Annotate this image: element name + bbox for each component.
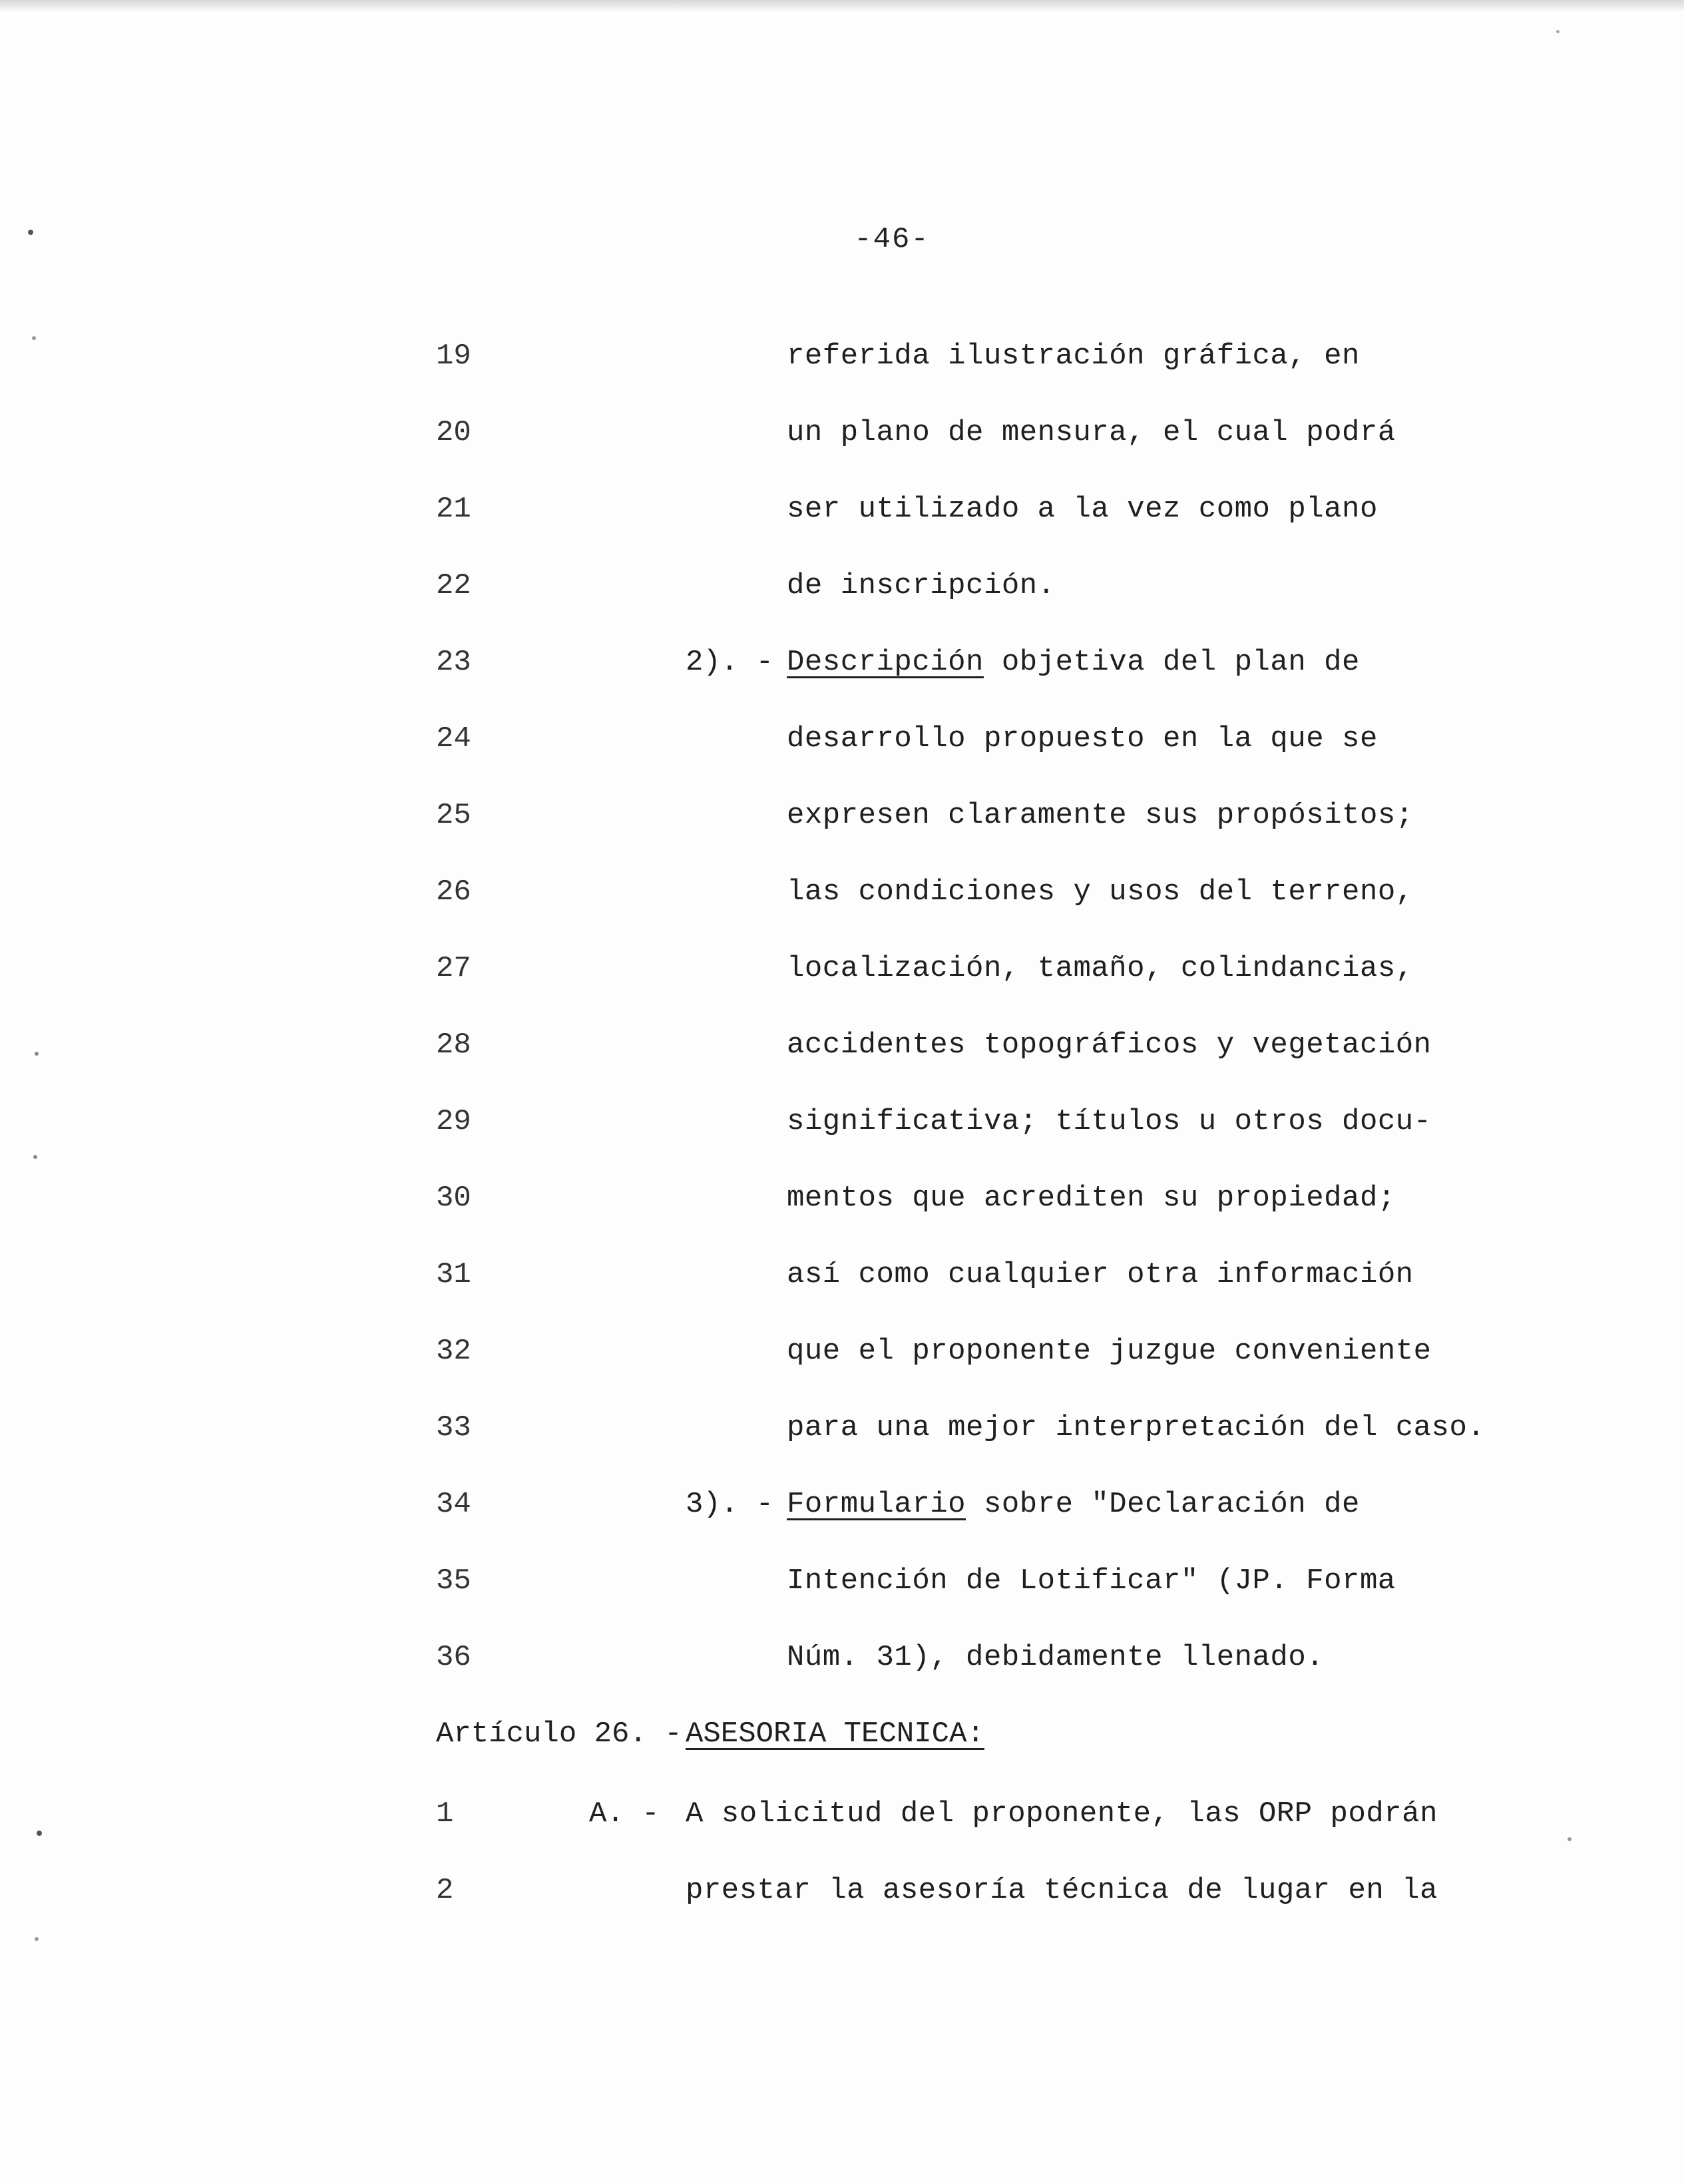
line-text-rest: sobre "Declaración de [966,1488,1360,1521]
item-marker: 2). - [686,646,774,679]
scan-speck [1556,30,1560,33]
line-30 [0,1182,1684,1228]
line-number: 22 [436,569,471,602]
scan-speck [35,1052,39,1056]
line-23 [0,646,1684,692]
line-text: que el proponente juzgue conveniente [787,1335,1432,1368]
line-number: 31 [436,1258,471,1291]
line-22 [0,569,1684,616]
scan-speck [28,230,33,235]
line-number: 28 [436,1028,471,1062]
line-32 [0,1335,1684,1381]
line-20 [0,416,1684,463]
item-marker: A. - [589,1797,660,1831]
scan-speck [32,336,36,340]
line-number: 19 [436,339,471,373]
line-number: 1 [436,1797,454,1831]
article-title: ASESORIA TECNICA: [686,1717,984,1751]
line-number: 34 [436,1488,471,1521]
line-number: 32 [436,1335,471,1368]
line-number: 30 [436,1182,471,1215]
line-text: de inscripción. [787,569,1056,602]
line-text: localización, tamaño, colindancias, [787,952,1414,985]
line-text: desarrollo propuesto en la que se [787,722,1378,756]
line-number: 2 [436,1874,454,1907]
underlined-heading: Formulario [787,1488,966,1521]
line-number: 35 [436,1564,471,1598]
line-19 [0,339,1684,386]
line-text [787,646,1360,679]
line-29 [0,1105,1684,1152]
line-34 [0,1488,1684,1534]
line-number: 29 [436,1105,471,1138]
line-number: 27 [436,952,471,985]
line-number: 36 [436,1641,471,1674]
item-marker: 3). - [686,1488,774,1521]
article-label: Artículo 26. - [436,1717,682,1751]
line-text: ser utilizado a la vez como plano [787,493,1378,526]
line-number: 20 [436,416,471,449]
article-heading [0,1717,1684,1764]
line-31 [0,1258,1684,1305]
line-number: 26 [436,875,471,909]
line-number: 21 [436,493,471,526]
line-21 [0,493,1684,539]
line-text: expresen claramente sus propósitos; [787,799,1414,832]
page-number: -46- [854,223,930,256]
line-number: 24 [436,722,471,756]
line-27 [0,952,1684,998]
line-text: Intención de Lotificar" (JP. Forma [787,1564,1396,1598]
line-text-rest: objetiva del plan de [983,646,1360,679]
line-number: 33 [436,1411,471,1444]
line-text: un plano de mensura, el cual podrá [787,416,1396,449]
line-text: Núm. 31), debidamente llenado. [787,1641,1325,1674]
line-33 [0,1411,1684,1458]
line-text: mentos que acrediten su propiedad; [787,1182,1396,1215]
line-number: 25 [436,799,471,832]
line-text: accidentes topográficos y vegetación [787,1028,1432,1062]
line-text: referida ilustración gráfica, en [787,339,1360,373]
line-2 [0,1874,1684,1920]
line-36 [0,1641,1684,1687]
line-text [787,1488,1360,1521]
line-text: para una mejor interpretación del caso. [787,1411,1486,1444]
line-24 [0,722,1684,769]
line-text: así como cualquier otra información [787,1258,1414,1291]
line-25 [0,799,1684,845]
scan-speck [33,1155,37,1159]
line-35 [0,1564,1684,1611]
underlined-heading: Descripción [787,646,984,679]
line-text: A solicitud del proponente, las ORP podrán [686,1797,1438,1831]
scan-top-edge [0,0,1684,11]
line-number: 23 [436,646,471,679]
scan-speck [37,1831,42,1836]
line-28 [0,1028,1684,1075]
line-text: significativa; títulos u otros docu- [787,1105,1432,1138]
line-text: las condiciones y usos del terreno, [787,875,1414,909]
line-text: prestar la asesoría técnica de lugar en la [686,1874,1438,1907]
line-26 [0,875,1684,922]
line-1 [0,1797,1684,1844]
scan-speck [1568,1837,1572,1841]
scan-speck [35,1937,39,1941]
